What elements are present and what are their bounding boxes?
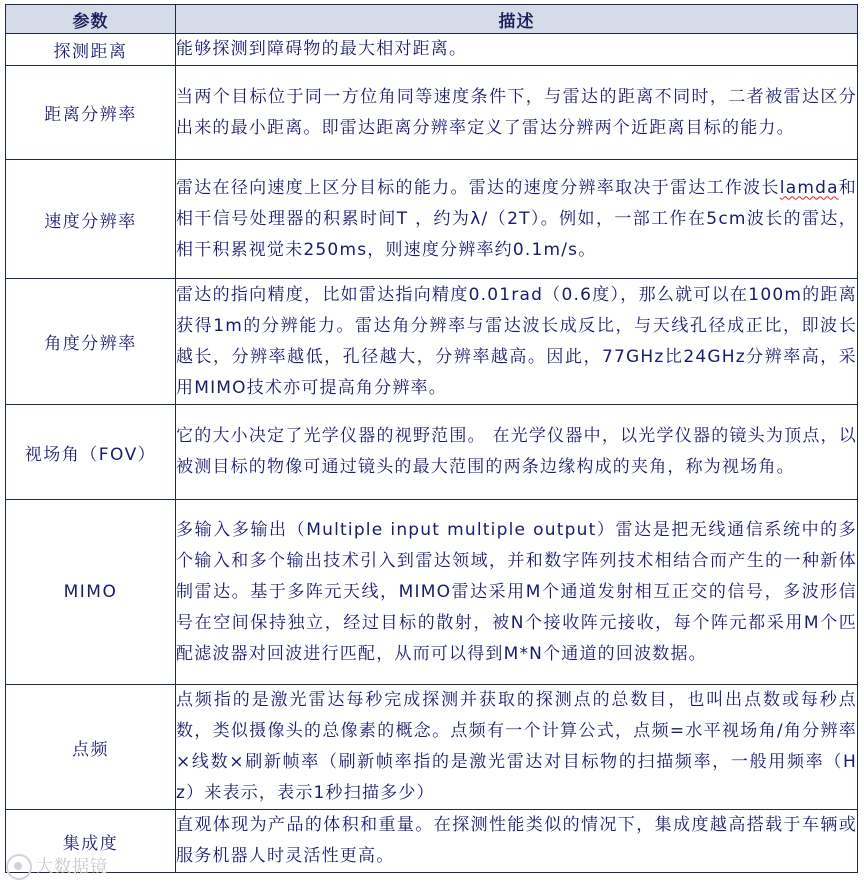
- desc-text: 和相干信号处理器的积累时间T ，约为λ/（2T）。例如，一部工作在5cm波长的雷达，相干积累视觉未250ms，则速度分辨率约0.1m/s。: [176, 177, 857, 260]
- table-row: [6, 160, 858, 279]
- table-row: [6, 685, 858, 810]
- param-cell: 距离分辨率: [6, 66, 176, 160]
- header-param: 参数: [6, 5, 176, 34]
- param-cell: 速度分辨率: [6, 160, 176, 279]
- desc-cell: 它的大小决定了光学仪器的视野范围。 在光学仪器中，以光学仪器的镜头为顶点，以被测目标的物像可通过镜头的最大范围的两条边缘构成的夹角，称为视场角。: [176, 405, 858, 500]
- table-header-row: [6, 5, 858, 34]
- desc-cell: [176, 160, 858, 279]
- table-row: [6, 279, 858, 405]
- table-row: [6, 500, 858, 685]
- watermark-logo-icon: [6, 854, 32, 880]
- spec-table-container: [5, 4, 857, 873]
- watermark: [6, 852, 108, 880]
- desc-text: 雷达在径向速度上区分目标的能力。雷达的速度分辨率取决于雷达工作波长: [176, 177, 780, 198]
- desc-cell: 雷达的指向精度，比如雷达指向精度0.01rad（0.6度），那么就可以在100m的距离获得1m的分辨能力。雷达角分辨率与雷达波长成反比，与天线孔径成正比，即波长越长，分辨率越低，孔径越大，分辨率越高。因此，77GHz比24GHz分辨率高，采用MIMO技术亦可提高角分辨率。: [176, 279, 858, 405]
- desc-cell: 当两个目标位于同一方位角同等速度条件下，与雷达的距离不同时，二者被雷达区分出来的最小距离。即雷达距离分辨率定义了雷达分辨两个近距离目标的能力。: [176, 66, 858, 160]
- desc-cell: 多输入多输出（Multiple input multiple output）雷达是把无线通信系统中的多个输入和多个输出技术引入到雷达领域，并和数字阵列技术相结合而产生的一种新体制雷达。基于多阵元天线，MIMO雷达采用M个通道发射相互正交的信号，多波形信号在空间保持独立，经过目标的散射，被N个接收阵元接收，每个阵元都采用M个匹配滤波器对回波进行匹配，从而可以得到M*N个通道的回波数据。: [176, 500, 858, 685]
- table-row: [6, 810, 858, 873]
- spellcheck-underlined-word: lamda: [779, 177, 839, 198]
- header-desc: 描述: [176, 5, 858, 34]
- desc-cell: 能够探测到障碍物的最大相对距离。: [176, 34, 858, 66]
- param-cell: 视场角（FOV）: [6, 405, 176, 500]
- table-row: [6, 66, 858, 160]
- param-cell: 探测距离: [6, 34, 176, 66]
- param-cell: MIMO: [6, 500, 176, 685]
- spec-table: [5, 4, 858, 873]
- desc-cell: 点频指的是激光雷达每秒完成探测并获取的探测点的总数目，也叫出点数或每秒点数，类似摄像头的总像素的概念。点频有一个计算公式，点频=水平视场角/角分辨率×线数×刷新帧率（刷新帧率指的是激光雷达对目标物的扫描频率，一般用频率（Hz）来表示，表示1秒扫描多少）: [176, 685, 858, 810]
- param-cell: 角度分辨率: [6, 279, 176, 405]
- param-cell: 集成度: [6, 810, 176, 873]
- desc-cell: 直观体现为产品的体积和重量。在探测性能类似的情况下，集成度越高搭载于车辆或服务机器人时灵活性更高。: [176, 810, 858, 873]
- watermark-text: 大数据镜: [36, 857, 108, 877]
- table-row: [6, 34, 858, 66]
- param-cell: 点频: [6, 685, 176, 810]
- table-row: [6, 405, 858, 500]
